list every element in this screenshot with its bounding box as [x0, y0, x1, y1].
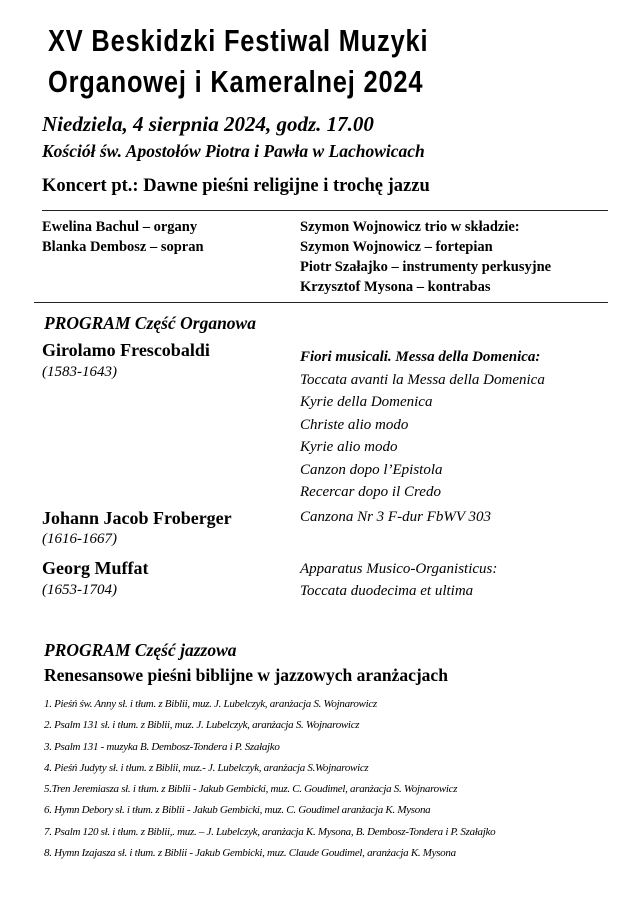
performers-left	[42, 217, 204, 257]
festival-title-line-2: Organowej i Kameralnej 2024	[48, 64, 424, 99]
performer-percussion: Piotr Szałajko – instrumenty perkusyjne	[300, 259, 552, 275]
composer-years: (1616-1667)	[42, 531, 117, 547]
composer-name: Johann Jacob Froberger	[42, 508, 232, 528]
performer-organ: Ewelina Bachul – organy	[42, 219, 198, 235]
jazz-program-subtitle: Renesansowe pieśni biblijne w jazzowych aranżacjach	[44, 665, 448, 685]
composer-years: (1583-1643)	[42, 364, 117, 380]
work-item: Kyrie della Domenica	[300, 394, 433, 410]
work-item: Recercar dopo il Credo	[300, 484, 441, 500]
concert-date: Niedziela, 4 sierpnia 2024, godz. 17.00	[42, 112, 374, 136]
song-item: 4. Pieśń Judyty sł. i tłum. z Biblii, muz.- J. Lubelczyk, aranżacja S.Wojnarowicz	[44, 761, 369, 774]
organ-program-heading: PROGRAM Część Organowa	[44, 313, 256, 333]
jazz-song-list	[44, 694, 495, 864]
work-item: Christe alio modo	[300, 416, 409, 433]
performer-piano: Szymon Wojnowicz – fortepian	[300, 239, 493, 255]
song-item: 5.Tren Jeremiasza sł. i tłum. z Biblii - Jakub Gembicki, muz. C. Goudimel, aranżacja S. Wojnarowicz	[44, 783, 458, 796]
work-item: Canzon dopo l’Epistola	[300, 461, 443, 478]
festival-title-line-1: XV Beskidzki Festiwal Muzyki	[48, 23, 429, 58]
song-item: 3. Psalm 131 - muzyka B. Dembosz-Tondera i P. Szałajko	[44, 740, 280, 753]
frescobaldi-works	[300, 346, 545, 504]
composer-name: Georg Muffat	[42, 558, 149, 578]
song-item: 7. Psalm 120 sł. i tłum. z Biblii,. muz. – J. Lubelczyk, aranżacja K. Mysona, B. Dembosz-Tondera i P. Szałajko	[44, 825, 496, 838]
froberger-work: Canzona Nr 3 F-dur FbWV 303	[300, 509, 491, 525]
divider-top	[42, 210, 608, 211]
work-item: Toccata avanti la Messa della Domenica	[300, 371, 545, 388]
trio-heading: Szymon Wojnowicz trio w składzie:	[300, 219, 520, 235]
song-item: 8. Hymn Izajasza sł. i tłum. z Biblii - Jakub Gembicki, muz. Claude Goudimel, aranżacja K. Mysona	[44, 847, 456, 860]
performers-right	[300, 217, 551, 297]
muffat-work-title: Apparatus Musico-Organisticus:	[300, 561, 498, 577]
song-item: 1. Pieśń św. Anny sł. i tłum. z Biblii, muz. J. Lubelczyk, aranżacja S. Wojnarowicz	[44, 698, 377, 710]
song-item: 2. Psalm 131 sł. i tłum. z Biblii, muz. J. Lubelczyk, aranżacja S. Wojnarowicz	[44, 719, 360, 732]
performer-soprano: Blanka Dembosz – sopran	[42, 239, 204, 255]
work-title: Fiori musicali. Messa della Domenica:	[300, 349, 541, 365]
work-item: Kyrie alio modo	[300, 439, 398, 455]
composer-name: Girolamo Frescobaldi	[42, 340, 210, 360]
concert-venue: Kościół św. Apostołów Piotra i Pawła w Lachowicach	[42, 141, 425, 161]
jazz-program-heading: PROGRAM Część jazzowa	[44, 640, 237, 660]
muffat-work: Toccata duodecima et ultima	[300, 583, 474, 599]
composer-years: (1653-1704)	[42, 582, 117, 598]
performer-bass: Krzysztof Mysona – kontrabas	[300, 279, 491, 295]
song-item: 6. Hymn Debory sł. i tłum. z Biblii - Jakub Gembicki, muz. C. Goudimel aranżacja K. Mysona	[44, 804, 431, 817]
concert-name: Koncert pt.: Dawne pieśni religijne i trochę jazzu	[42, 176, 430, 196]
divider-middle	[34, 302, 608, 303]
